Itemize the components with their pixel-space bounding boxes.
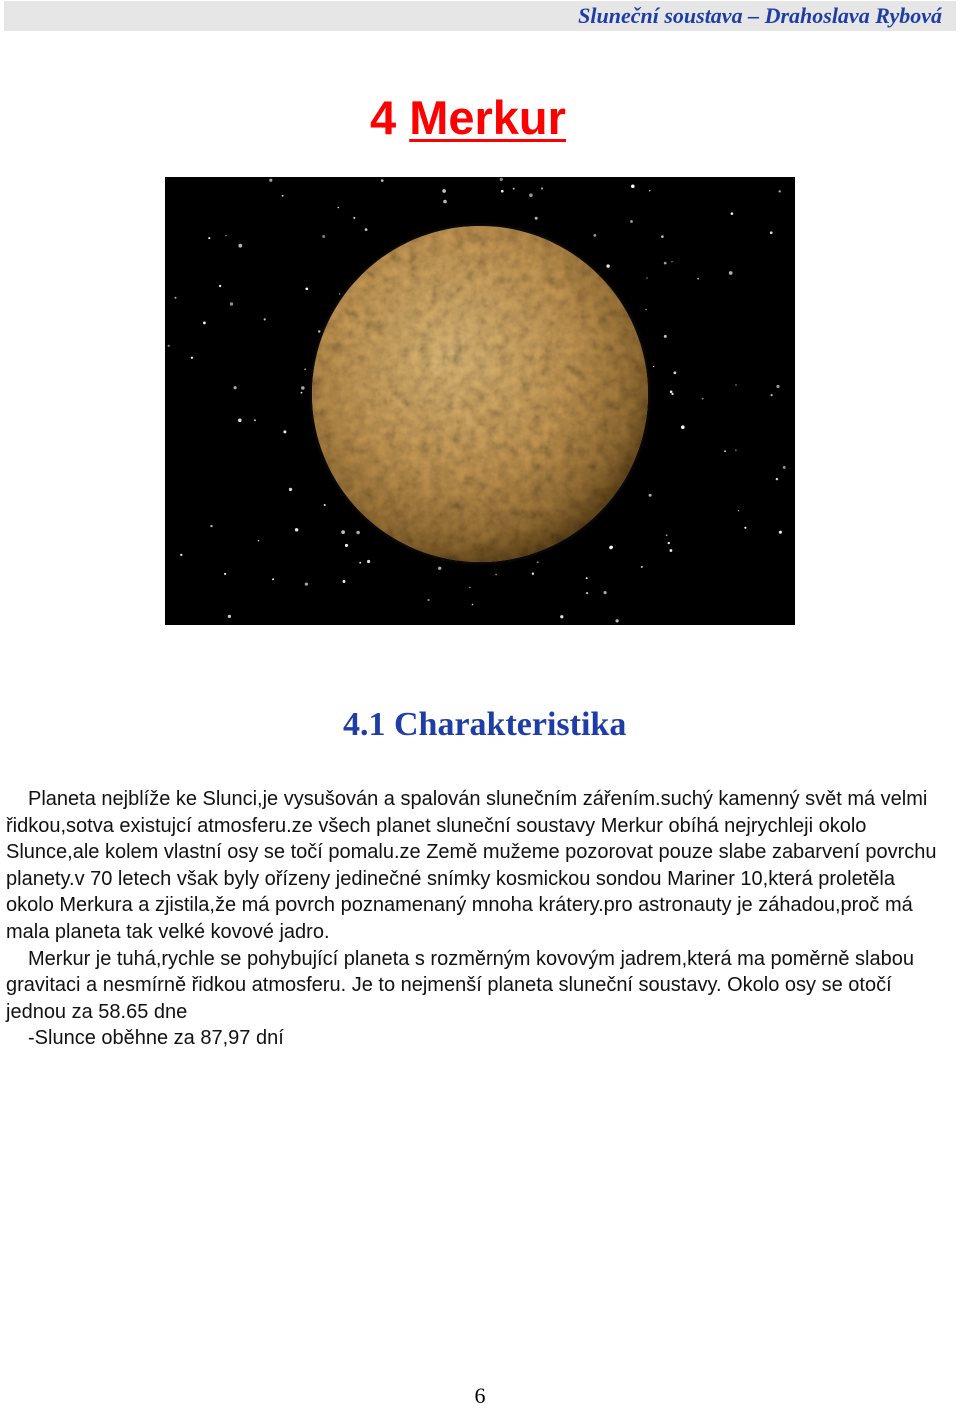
star — [697, 278, 699, 280]
star — [661, 235, 664, 238]
star — [359, 562, 361, 564]
star — [338, 207, 340, 209]
star — [269, 179, 272, 182]
star — [304, 369, 306, 371]
body-text — [6, 786, 946, 1052]
star — [664, 262, 667, 265]
star — [744, 527, 746, 529]
star — [353, 217, 355, 219]
star — [322, 235, 325, 238]
star — [653, 366, 654, 367]
star — [254, 419, 256, 421]
star — [537, 561, 539, 563]
star — [630, 220, 633, 223]
star — [472, 604, 474, 606]
star — [783, 466, 786, 469]
paragraph-3: -Slunce oběhne za 87,97 dní — [28, 1027, 284, 1050]
star — [645, 309, 647, 311]
star — [641, 566, 643, 568]
star — [664, 335, 667, 338]
star — [234, 386, 237, 389]
star — [191, 357, 193, 359]
star — [230, 302, 233, 305]
star — [671, 393, 673, 395]
paragraph-2: Merkur je tuhá,rychle se pohybující planeta s rozměrným kovovým jadrem,která ma poměrně slabou gravitaci a nesmírně řidkou atmosferu. Je to nejmenší planeta sluneční soustavy. Okolo osy se otočí jednou za 58.65 dne — [6, 947, 914, 1023]
star — [532, 573, 534, 575]
title-number: 4 — [370, 91, 397, 144]
star — [442, 189, 446, 193]
star — [586, 577, 588, 579]
star — [541, 187, 543, 189]
star — [289, 488, 292, 491]
star — [469, 587, 470, 588]
star — [174, 297, 176, 299]
star — [770, 394, 772, 396]
star — [560, 615, 563, 618]
star — [345, 544, 348, 547]
star — [615, 619, 618, 622]
star — [729, 271, 733, 275]
star — [443, 200, 447, 204]
page-title — [370, 88, 566, 148]
star — [671, 261, 672, 262]
star — [593, 234, 596, 237]
star — [670, 391, 673, 394]
star — [724, 450, 726, 452]
star — [606, 264, 609, 267]
star — [776, 385, 779, 388]
star — [669, 549, 672, 552]
star — [272, 578, 274, 580]
star — [779, 531, 782, 534]
star — [208, 237, 210, 239]
star — [529, 193, 533, 197]
star — [356, 531, 360, 535]
running-header-text: Sluneční soustava – Drahoslava Rybová — [578, 3, 942, 28]
star — [776, 478, 778, 480]
star — [381, 179, 384, 182]
star — [282, 195, 284, 197]
star — [770, 231, 773, 234]
star — [427, 599, 429, 601]
star — [219, 285, 221, 287]
star — [283, 430, 286, 433]
mercury-image — [165, 177, 795, 625]
star — [610, 546, 613, 549]
star — [225, 235, 227, 237]
star — [210, 525, 212, 527]
star — [535, 217, 538, 220]
star — [735, 384, 736, 385]
star — [501, 190, 504, 193]
star — [495, 574, 497, 576]
star — [673, 371, 676, 374]
star — [438, 567, 441, 570]
paragraph-1: Planeta nejblíže ke Slunci,je vysušován a spalován slunečním zářením.suchý kamenný svět má velmi řidkou,sotva existujcí atmosferu.ze všech planet sluneční soustavy Merkur obíhá nejrychleji okolo Slunce,ale kolem vlastní osy se točí pomalu.ze Země mužeme pozorovat pouze slabe zabarvení povrchu planety.v 70 letech však byly ořízeny jedinečné snímky kosmickou sondou Mariner 10,která proletěla okolo Merkura a zjistila,že má povrch poznamenaný mnoha krátery.pro astronauty je záhadou,proč má mala planeta tak velké kovové jadro. — [6, 788, 937, 943]
section-heading: 4.1 Charakteristika — [343, 706, 627, 743]
star — [500, 178, 503, 181]
star — [343, 580, 346, 583]
star — [779, 190, 781, 192]
star — [631, 184, 635, 188]
star — [301, 386, 305, 390]
star — [731, 212, 734, 215]
star — [735, 449, 736, 450]
star — [341, 530, 345, 534]
star — [649, 494, 652, 497]
title-name: Merkur — [409, 91, 566, 144]
star — [305, 287, 308, 290]
star — [295, 528, 298, 531]
star — [238, 244, 242, 248]
star — [513, 188, 515, 190]
star — [668, 542, 670, 544]
star — [168, 345, 170, 347]
star — [228, 615, 231, 618]
star — [365, 228, 368, 231]
star — [301, 392, 303, 394]
page-number: 6 — [474, 1383, 486, 1408]
star — [649, 190, 651, 192]
star — [702, 398, 704, 400]
star — [681, 425, 685, 429]
star — [586, 592, 588, 594]
star — [203, 321, 206, 324]
star — [738, 510, 739, 511]
star — [324, 504, 326, 506]
running-header — [4, 1, 956, 31]
star — [258, 540, 259, 541]
star — [646, 277, 648, 279]
star — [305, 582, 308, 585]
star — [264, 318, 266, 320]
star — [666, 534, 668, 536]
star — [224, 573, 226, 575]
planet-mercury — [312, 226, 648, 562]
mercury-illustration — [165, 177, 795, 625]
star — [604, 591, 607, 594]
star — [238, 418, 242, 422]
star — [180, 554, 182, 556]
star — [367, 560, 370, 563]
